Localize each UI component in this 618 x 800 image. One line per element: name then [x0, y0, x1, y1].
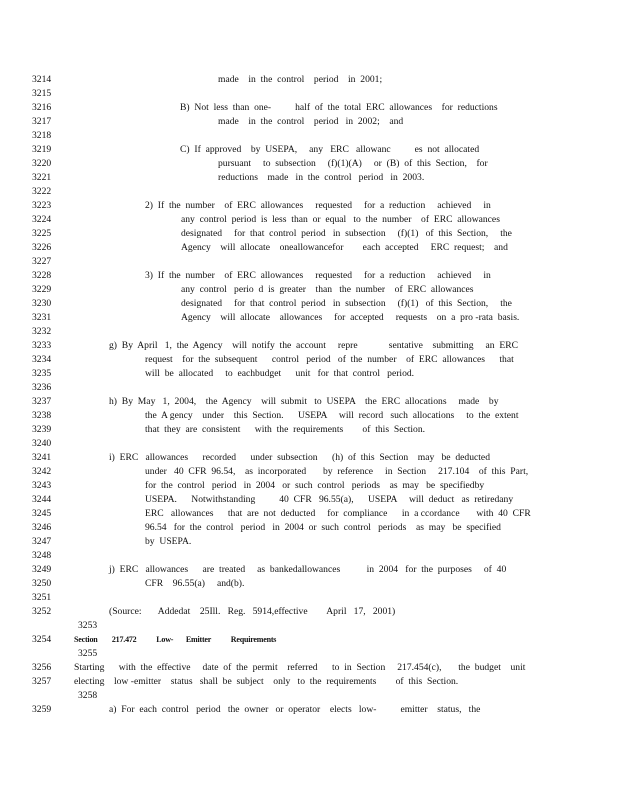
doc-line: [0, 689, 618, 703]
doc-line: [0, 633, 618, 647]
line-text: made in the control period in 2001;: [218, 74, 383, 85]
doc-line: [0, 591, 618, 605]
doc-line: [0, 423, 618, 437]
doc-line: [0, 675, 618, 689]
doc-line: [0, 283, 618, 297]
line-text: reductions made in the control period in 2003.: [218, 172, 425, 183]
doc-line: [0, 549, 618, 563]
line-number: 3240: [32, 438, 52, 449]
line-text: 96.54 for the control period in 2004 or such control periods as may be specified: [145, 522, 501, 533]
line-text: any control period is less than or equal to the number of ERC allowances: [181, 214, 500, 225]
doc-line: [0, 535, 618, 549]
line-text: USEPA. Notwithstanding 40 CFR 96.55(a), USEPA will deduct as retiredany: [145, 494, 514, 505]
line-number: 3235: [32, 368, 52, 379]
line-number: 3231: [32, 312, 52, 323]
doc-line: [0, 451, 618, 465]
line-text: will be allocated to eachbudget unit for that control period.: [145, 368, 415, 379]
doc-line: [0, 213, 618, 227]
doc-line: [0, 437, 618, 451]
line-text: B) Not less than one- half of the total ERC allowances for reductions: [180, 102, 498, 113]
line-text: CFR 96.55(a) and(b).: [145, 578, 245, 589]
doc-line: [0, 87, 618, 101]
doc-line: [0, 143, 618, 157]
line-number: 3239: [32, 424, 52, 435]
doc-line: [0, 325, 618, 339]
line-text: Agency will allocate allowances for accepted requests on a pro -rata basis.: [181, 312, 520, 323]
line-number: 3250: [32, 578, 52, 589]
line-text: any control perio d is greater than the number of ERC allowances: [181, 284, 474, 295]
doc-line: [0, 353, 618, 367]
line-number: 3214: [32, 74, 52, 85]
line-text: by USEPA.: [145, 536, 192, 547]
doc-line: [0, 255, 618, 269]
doc-line: [0, 171, 618, 185]
line-text: 2) If the number of ERC allowances requested for a reduction achieved in: [145, 200, 491, 211]
line-text: C) If approved by USEPA, any ERC allowanc es not allocated: [180, 144, 480, 155]
doc-line: [0, 563, 618, 577]
line-number: 3251: [32, 592, 52, 603]
line-text: a) For each control period the owner or operator elects low- emitter status, the: [109, 704, 481, 715]
doc-line: [0, 703, 618, 717]
line-text: under 40 CFR 96.54, as incorporated by reference in Section 217.104 of this Part,: [145, 466, 529, 477]
line-number: 3253: [78, 620, 98, 631]
line-number: 3233: [32, 340, 52, 351]
line-number: 3219: [32, 144, 52, 155]
line-number: 3216: [32, 102, 52, 113]
doc-line: [0, 521, 618, 535]
source-note: (Source: Addedat 25Ill. Reg. 5914,effective April 17, 2001): [109, 606, 396, 617]
line-text: designated for that control period in subsection (f)(1) of this Section, the: [181, 298, 512, 309]
line-text: electing low -emitter status shall be subject only to the requirements of this Section.: [74, 676, 459, 687]
line-text: Agency will allocate oneallowancefor each accepted ERC request; and: [181, 242, 508, 253]
line-number: 3228: [32, 270, 52, 281]
line-number: 3257: [32, 676, 52, 687]
line-number: 3227: [32, 256, 52, 267]
line-number: 3248: [32, 550, 52, 561]
line-number: 3224: [32, 214, 52, 225]
doc-line: [0, 367, 618, 381]
doc-line: [0, 227, 618, 241]
doc-line: [0, 465, 618, 479]
line-text: ERC allowances that are not deducted for compliance in a ccordance with 40 CFR: [145, 508, 531, 519]
doc-line: [0, 115, 618, 129]
doc-line: [0, 157, 618, 171]
line-number: 3215: [32, 88, 52, 99]
doc-line: [0, 661, 618, 675]
line-number: 3254: [32, 634, 52, 645]
line-text: i) ERC allowances recorded under subsection (h) of this Section may be deducted: [109, 452, 490, 463]
doc-line: [0, 507, 618, 521]
line-number: 3245: [32, 508, 52, 519]
doc-line: [0, 297, 618, 311]
line-number: 3232: [32, 326, 52, 337]
line-text: pursuant to subsection (f)(1)(A) or (B) of this Section, for: [218, 158, 488, 169]
line-number: 3244: [32, 494, 52, 505]
line-number: 3226: [32, 242, 52, 253]
line-number: 3256: [32, 662, 52, 673]
line-number: 3238: [32, 410, 52, 421]
line-text: 3) If the number of ERC allowances requested for a reduction achieved in: [145, 270, 491, 281]
line-text: that they are consistent with the requirements of this Section.: [145, 424, 426, 435]
line-text: designated for that control period in subsection (f)(1) of this Section, the: [181, 228, 512, 239]
line-number: 3234: [32, 354, 52, 365]
line-text: Starting with the effective date of the permit referred to in Section 217.454(c), the budget unit: [74, 662, 526, 673]
line-number: 3259: [32, 704, 52, 715]
line-number: 3221: [32, 172, 52, 183]
doc-line: [0, 493, 618, 507]
line-number: 3258: [78, 690, 98, 701]
line-number: 3242: [32, 466, 52, 477]
line-number: 3218: [32, 130, 52, 141]
line-number: 3237: [32, 396, 52, 407]
doc-line: [0, 577, 618, 591]
doc-line: [0, 199, 618, 213]
doc-line: [0, 129, 618, 143]
line-number: 3223: [32, 200, 52, 211]
doc-line: [0, 241, 618, 255]
doc-line: [0, 185, 618, 199]
line-text: h) By May 1, 2004, the Agency will submit to USEPA the ERC allocations made by: [109, 396, 499, 407]
doc-line: [0, 101, 618, 115]
line-number: 3220: [32, 158, 52, 169]
doc-line: [0, 73, 618, 87]
line-number: 3252: [32, 606, 52, 617]
line-number: 3249: [32, 564, 52, 575]
doc-line: [0, 395, 618, 409]
line-number: 3241: [32, 452, 52, 463]
doc-line: [0, 479, 618, 493]
doc-line: [0, 269, 618, 283]
doc-line: [0, 409, 618, 423]
line-number: 3246: [32, 522, 52, 533]
line-text: request for the subsequent control period of the number of ERC allowances that: [145, 354, 514, 365]
line-text: made in the control period in 2002; and: [218, 116, 404, 127]
doc-line: [0, 339, 618, 353]
line-text: for the control period in 2004 or such control periods as may be specifiedby: [145, 480, 485, 491]
line-number: 3225: [32, 228, 52, 239]
line-number: 3236: [32, 382, 52, 393]
line-number: 3230: [32, 298, 52, 309]
doc-line: [0, 605, 618, 619]
line-number: 3247: [32, 536, 52, 547]
doc-line: [0, 311, 618, 325]
line-number: 3217: [32, 116, 52, 127]
line-number: 3229: [32, 284, 52, 295]
line-text: g) By April 1, the Agency will notify the account repre sentative submitting an ERC: [109, 340, 519, 351]
doc-line: [0, 647, 618, 661]
line-number: 3255: [78, 648, 98, 659]
section-heading: Section 217.472 Low- Emitter Requirements: [74, 635, 277, 644]
line-text: the A gency under this Section. USEPA will record such allocations to the extent: [145, 410, 519, 421]
doc-line: [0, 381, 618, 395]
doc-line: [0, 619, 618, 633]
line-text: j) ERC allowances are treated as bankedallowances in 2004 for the purposes of 40: [109, 564, 507, 575]
line-number: 3222: [32, 186, 52, 197]
line-number: 3243: [32, 480, 52, 491]
